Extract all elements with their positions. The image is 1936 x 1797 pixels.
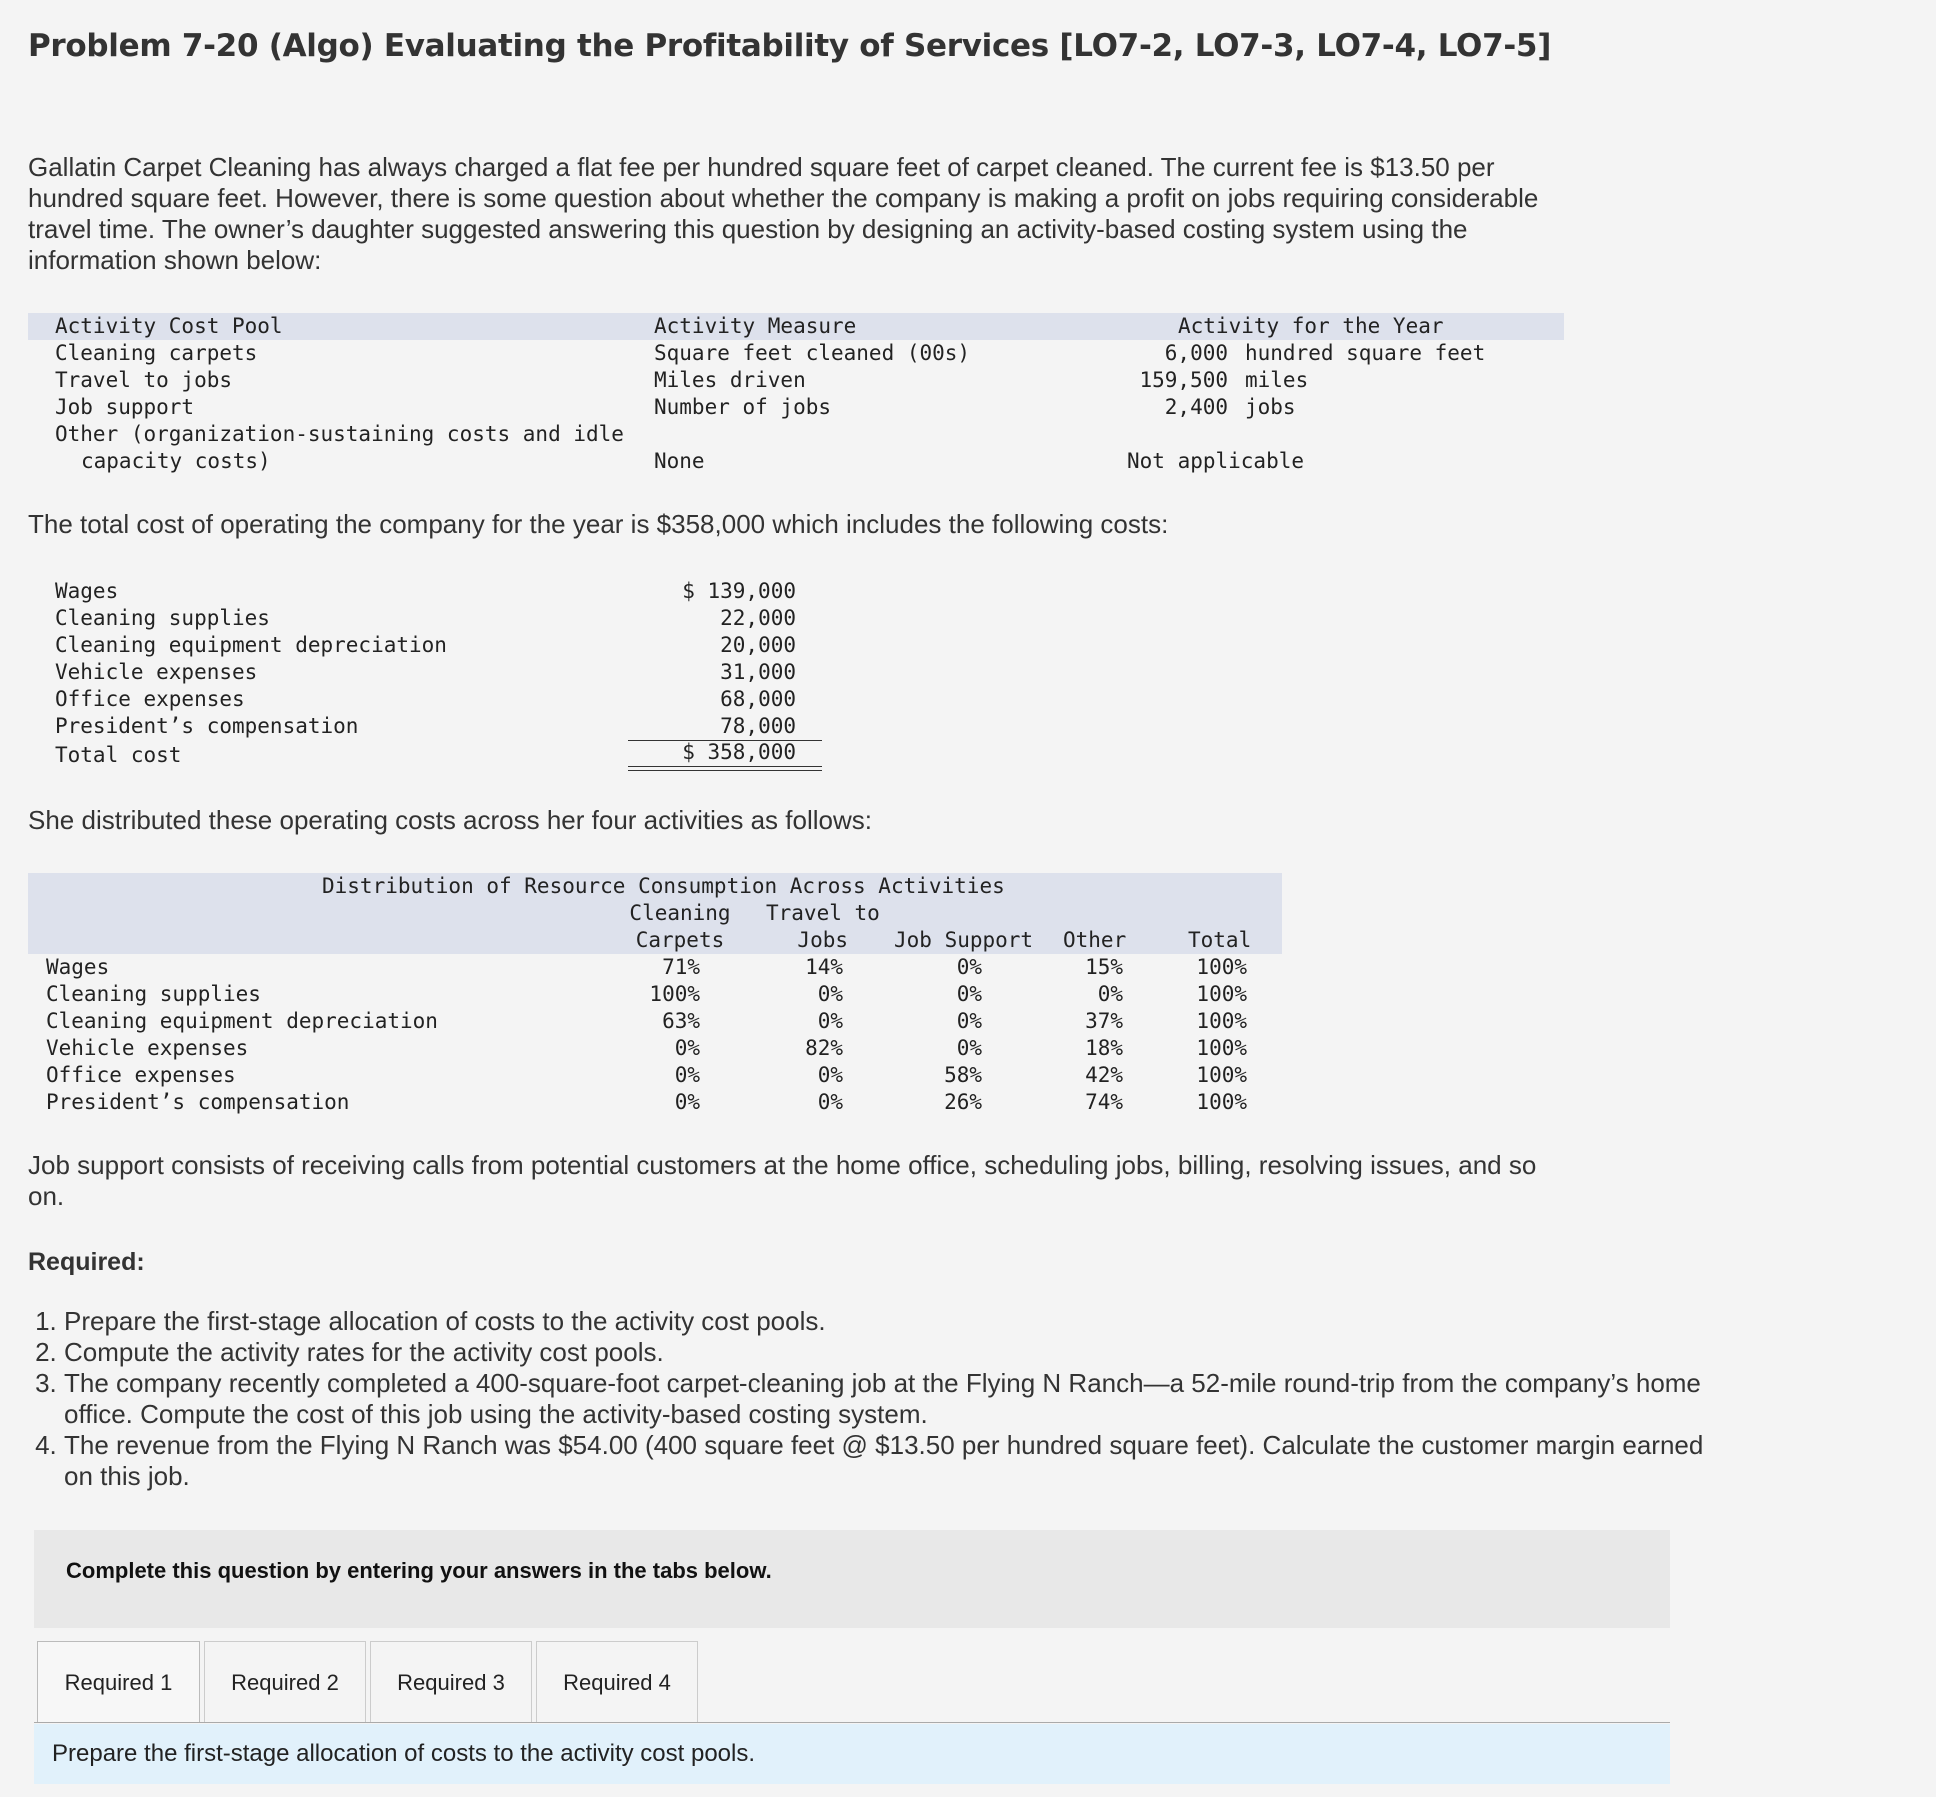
- dist-cell-cleaning: 100%: [649, 982, 700, 1006]
- intro-paragraph: [28, 152, 1538, 276]
- dist-row-label: Wages: [46, 955, 110, 979]
- dist-cell-total: 100%: [1196, 955, 1247, 979]
- activity-row-qty: 2,400: [1164, 395, 1228, 419]
- required-item: 2. Compute the activity rates for the activity cost pools.: [64, 1337, 1704, 1368]
- dist-cell-cleaning: 0%: [674, 1090, 700, 1114]
- dist-cell-support: 58%: [944, 1063, 982, 1087]
- activity-row-measure: Miles driven: [654, 368, 806, 392]
- cost-row-label: Office expenses: [55, 687, 245, 711]
- dist-cell-travel: 0%: [817, 982, 843, 1006]
- dist-cell-travel: 0%: [817, 1009, 843, 1033]
- dist-cell-other: 37%: [1085, 1009, 1123, 1033]
- distribution-title: Distribution of Resource Consumption Across Activities: [322, 874, 1005, 898]
- cost-row-value: 20,000: [720, 633, 796, 657]
- dist-row-label: Office expenses: [46, 1063, 236, 1087]
- dist-row-label: President’s compensation: [46, 1090, 350, 1114]
- cost-row-label: Cleaning supplies: [55, 606, 270, 630]
- tab-required-2[interactable]: Required 2: [204, 1641, 366, 1723]
- activity-row-unit: hundred square feet: [1245, 341, 1486, 365]
- tab-instruction-text: Prepare the first-stage allocation of costs to the activity cost pools.: [52, 1740, 756, 1767]
- dist-cell-other: 42%: [1085, 1063, 1123, 1087]
- dist-cell-cleaning: 71%: [662, 955, 700, 979]
- job-support-line: Job support consists of receiving calls from potential customers at the home office, scheduling jobs, billing, resolving issues, and so: [28, 1150, 1537, 1180]
- dist-cell-cleaning: 0%: [674, 1063, 700, 1087]
- activity-header-pool: Activity Cost Pool: [55, 314, 283, 338]
- distribution-sentence: She distributed these operating costs across her four activities as follows:: [28, 805, 872, 835]
- cost-row-value: 68,000: [720, 687, 796, 711]
- tab-required-4[interactable]: Required 4: [536, 1641, 698, 1723]
- dist-cell-total: 100%: [1196, 1036, 1247, 1060]
- activity-row-measure: Square feet cleaned (00s): [654, 341, 971, 365]
- dist-row-label: Cleaning supplies: [46, 982, 261, 1006]
- total-double-rule: [628, 766, 822, 771]
- col-travel-top: Travel to: [766, 901, 880, 925]
- cost-row-label: Cleaning equipment depreciation: [55, 633, 447, 657]
- tab-required-1[interactable]: Required 1: [37, 1641, 200, 1723]
- job-support-paragraph: [28, 1150, 1536, 1212]
- col-cleaning-bottom: Carpets: [635, 928, 725, 952]
- dist-cell-support: 0%: [956, 1009, 982, 1033]
- required-item: 1. Prepare the first-stage allocation of costs to the activity cost pools.: [64, 1306, 1704, 1337]
- cost-row-label: President’s compensation: [55, 714, 359, 738]
- activity-header-measure: Activity Measure: [654, 314, 857, 338]
- activity-other-pool-line1: Other (organization-sustaining costs and idle: [55, 422, 624, 446]
- required-item: 3. The company recently completed a 400-square-foot carpet-cleaning job at the Flying N Ranch—a 52-mile round-trip from the company’s home office. Compute the cost of this job using the activity-based costing system.: [64, 1368, 1704, 1430]
- dist-cell-total: 100%: [1196, 1090, 1247, 1114]
- tab-baseline: [34, 1722, 1670, 1723]
- activity-row-pool: Travel to jobs: [55, 368, 233, 392]
- cost-row-label: Vehicle expenses: [55, 660, 258, 684]
- dist-cell-support: 0%: [956, 955, 982, 979]
- intro-line: travel time. The owner’s daughter suggested answering this question by designing an activity-based costing system using the: [28, 214, 1468, 244]
- dist-cell-total: 100%: [1196, 1009, 1247, 1033]
- dist-cell-support: 26%: [944, 1090, 982, 1114]
- instructions-banner: [34, 1530, 1670, 1628]
- dist-cell-total: 100%: [1196, 1063, 1247, 1087]
- activity-other-measure: None: [654, 449, 705, 473]
- required-list: [28, 1306, 1704, 1492]
- required-item: 4. The revenue from the Flying N Ranch was $54.00 (400 square feet @ $13.50 per hundred square feet). Calculate the customer margin earned on this job.: [64, 1430, 1704, 1492]
- col-job-support: Job Support: [894, 928, 1034, 952]
- intro-line: hundred square feet. However, there is some question about whether the company is making a profit on jobs requiring considerable: [28, 183, 1539, 213]
- cost-row-value: 22,000: [720, 606, 796, 630]
- dist-cell-cleaning: 0%: [674, 1036, 700, 1060]
- activity-header-year: Activity for the Year: [1178, 314, 1444, 338]
- dist-cell-other: 0%: [1097, 982, 1123, 1006]
- cost-row-value: $ 139,000: [682, 579, 796, 603]
- col-cleaning-top: Cleaning: [629, 901, 731, 925]
- activity-row-qty: 159,500: [1139, 368, 1228, 392]
- intro-line: information shown below:: [28, 245, 322, 275]
- activity-row-qty: 6,000: [1164, 341, 1228, 365]
- activity-row-unit: jobs: [1245, 395, 1296, 419]
- dist-cell-travel: 0%: [817, 1090, 843, 1114]
- activity-other-year: Not applicable: [1127, 449, 1305, 473]
- cost-total-label: Total cost: [55, 743, 182, 767]
- required-heading: Required:: [28, 1248, 145, 1276]
- cost-row-label: Wages: [55, 579, 119, 603]
- cost-total-value: $ 358,000: [682, 740, 796, 764]
- tab-instruction-panel: [34, 1724, 1670, 1784]
- dist-cell-other: 15%: [1085, 955, 1123, 979]
- dist-cell-total: 100%: [1196, 982, 1247, 1006]
- dist-cell-other: 74%: [1085, 1090, 1123, 1114]
- dist-row-label: Cleaning equipment depreciation: [46, 1009, 438, 1033]
- cost-row-value: 31,000: [720, 660, 796, 684]
- intro-line: Gallatin Carpet Cleaning has always charged a flat fee per hundred square feet of carpet cleaned. The current fee is $13.50 per: [28, 152, 1495, 182]
- cost-row-value: 78,000: [720, 714, 796, 738]
- activity-row-measure: Number of jobs: [654, 395, 832, 419]
- activity-row-pool: Job support: [55, 395, 195, 419]
- job-support-line: on.: [28, 1181, 65, 1211]
- dist-cell-travel: 0%: [817, 1063, 843, 1087]
- dist-cell-cleaning: 63%: [662, 1009, 700, 1033]
- dist-cell-travel: 82%: [805, 1036, 843, 1060]
- activity-other-pool-line2: capacity costs): [81, 449, 271, 473]
- dist-cell-travel: 14%: [805, 955, 843, 979]
- col-travel-bottom: Jobs: [797, 928, 848, 952]
- activity-row-unit: miles: [1245, 368, 1309, 392]
- complete-question-text: Complete this question by entering your answers in the tabs below.: [66, 1558, 772, 1583]
- col-other: Other: [1063, 928, 1127, 952]
- page-title: Problem 7-20 (Algo) Evaluating the Profitability of Services [LO7-2, LO7-3, LO7-4, LO7-5]: [28, 28, 1552, 64]
- tab-required-3[interactable]: Required 3: [370, 1641, 532, 1723]
- dist-cell-other: 18%: [1085, 1036, 1123, 1060]
- col-total: Total: [1188, 928, 1252, 952]
- activity-row-pool: Cleaning carpets: [55, 341, 258, 365]
- total-cost-sentence: The total cost of operating the company for the year is $358,000 which includes the following costs:: [28, 509, 1169, 539]
- dist-cell-support: 0%: [956, 1036, 982, 1060]
- dist-row-label: Vehicle expenses: [46, 1036, 249, 1060]
- dist-cell-support: 0%: [956, 982, 982, 1006]
